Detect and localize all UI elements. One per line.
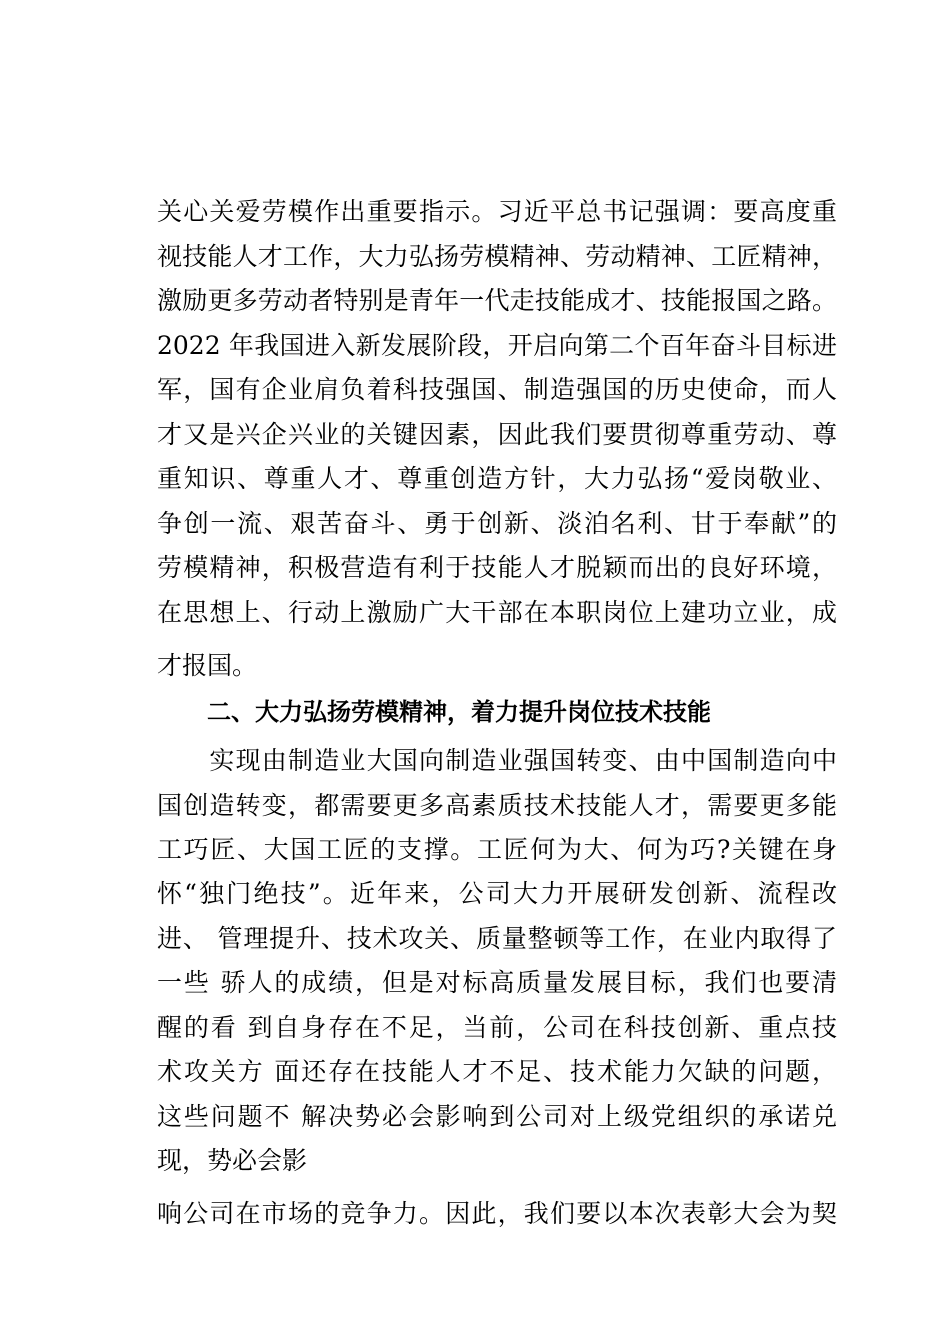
paragraph-2-line-1: 实现由制造业大国向制造业强国转变、由中国制造向中 xyxy=(157,746,837,775)
paragraph-2-line-7: 醒的看 到自身存在不足，当前，公司在科技创新、重点技 xyxy=(157,1013,837,1042)
paragraph-1-line-7: 重知识、尊重人才、尊重创造方针，大力弘扬“爱岗敬业、 xyxy=(157,464,837,493)
paragraph-2-line-3: 工巧匠、大国工匠的支撑。工匠何为大、何为巧?关键在身 xyxy=(157,835,837,864)
paragraph-1-line-11: 才报国。 xyxy=(157,651,258,680)
paragraph-1-line-6: 才又是兴企兴业的关键因素，因此我们要贯彻尊重劳动、尊 xyxy=(157,420,837,449)
paragraph-1-line-1: 关心关爱劳模作出重要指示。习近平总书记强调：要高度重 xyxy=(157,197,837,226)
paragraph-1-line-3: 激励更多劳动者特别是青年一代走技能成才、技能报国之路。 xyxy=(157,286,837,315)
paragraph-1-line-2: 视技能人才工作，大力弘扬劳模精神、劳动精神、工匠精神， xyxy=(157,242,837,271)
section-heading: 二、大力弘扬劳模精神，着力提升岗位技术技能 xyxy=(207,698,711,726)
paragraph-2-line-2: 国创造转变，都需要更多高素质技术技能人才，需要更多能 xyxy=(157,791,837,820)
paragraph-2-line-9: 这些问题不 解决势必会影响到公司对上级党组织的承诺兑 xyxy=(157,1102,837,1131)
paragraph-2-line-4: 怀“独门绝技”。近年来，公司大力开展研发创新、流程改 xyxy=(157,879,837,908)
paragraph-2-line-5: 进、 管理提升、技术攻关、质量整顿等工作，在业内取得了 xyxy=(157,924,837,953)
paragraph-1-line-5: 军，国有企业肩负着科技强国、制造强国的历史使命，而人 xyxy=(157,375,837,404)
paragraph-1-line-9: 劳模精神，积极营造有利于技能人才脱颖而出的良好环境， xyxy=(157,553,837,582)
paragraph-2-line-11: 响公司在市场的竞争力。因此，我们要以本次表彰大会为契 xyxy=(157,1199,837,1228)
paragraph-1-line-10: 在思想上、行动上激励广大干部在本职岗位上建功立业，成 xyxy=(157,598,837,627)
paragraph-2-line-8: 术攻关方 面还存在技能人才不足、技术能力欠缺的问题， xyxy=(157,1057,837,1086)
paragraph-1-line-4: 2022 年我国进入新发展阶段，开启向第二个百年奋斗目标进 xyxy=(157,331,837,360)
paragraph-2-line-10: 现，势必会影 xyxy=(157,1146,308,1175)
paragraph-1-line-8: 争创一流、艰苦奋斗、勇于创新、淡泊名利、甘于奉献”的 xyxy=(157,509,837,538)
paragraph-2-line-6: 一些 骄人的成绩，但是对标高质量发展目标，我们也要清 xyxy=(157,968,837,997)
